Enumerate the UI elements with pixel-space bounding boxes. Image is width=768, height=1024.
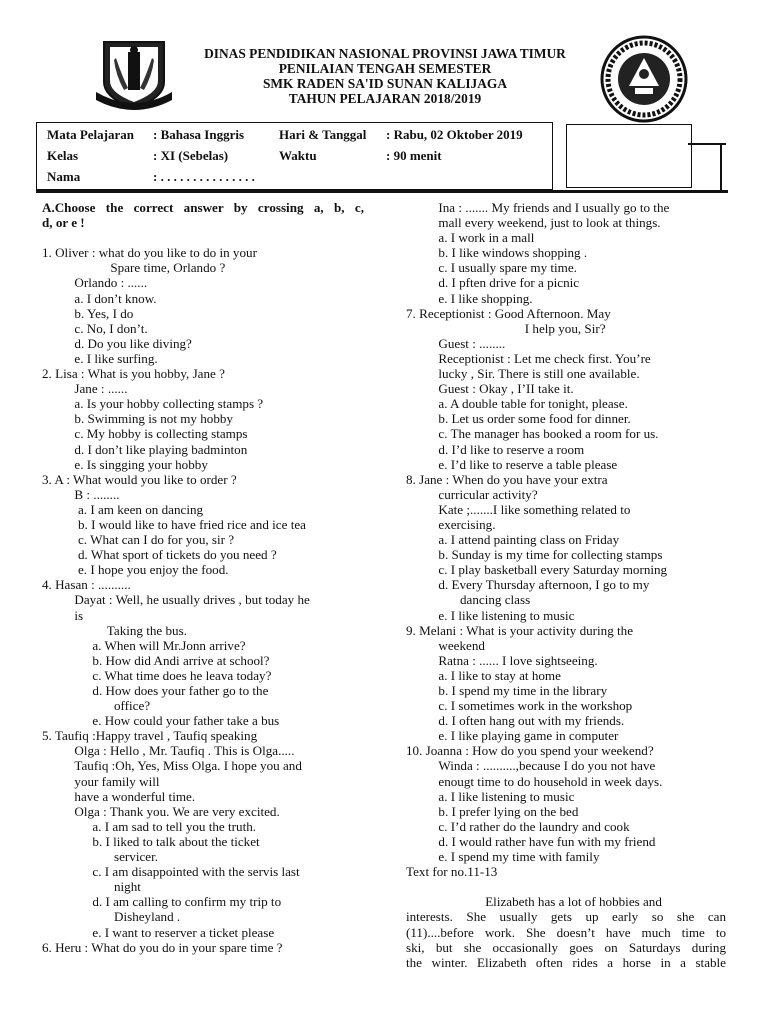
- right-column-line: e. I’d like to reserve a table please: [438, 456, 618, 472]
- info-box-shadow: [36, 190, 728, 193]
- date-label: Hari & Tanggal: [279, 127, 367, 142]
- right-column-line: e. I like shopping.: [438, 290, 533, 306]
- left-column-line: d. I don’t like playing badminton: [74, 441, 248, 457]
- right-column-line: weekend: [438, 637, 485, 653]
- left-column-line: c. My hobby is collecting stamps: [74, 426, 248, 442]
- left-column: [42, 200, 364, 955]
- left-column-line: A.Choose the correct answer by crossing a, b, c,: [42, 200, 364, 215]
- left-column-line: have a wonderful time.: [74, 788, 196, 804]
- right-column-line: 8. Jane : When do you have your extra: [406, 471, 608, 487]
- left-column-line: d. Do you like diving?: [74, 335, 192, 351]
- left-column-line: b. I liked to talk about the ticket: [92, 833, 260, 849]
- right-column-line: ski, but she occasionally goes on Saturdays during: [406, 939, 726, 955]
- right-column-line: Kate ;.......I like something related to: [438, 501, 631, 517]
- right-column-line: the winter. Elizabeth often rides a horse in a stable: [406, 954, 726, 970]
- header-line-3: SMK RADEN SA'ID SUNAN KALIJAGA: [262, 76, 508, 91]
- right-column-line: b. Sunday is my time for collecting stamps: [438, 547, 663, 563]
- right-column-line: d. Every Thursday afternoon, I go to my: [438, 577, 650, 593]
- right-column-line: e. I like listening to music: [438, 607, 575, 623]
- right-column-line: Ratna : ...... I love sightseeing.: [438, 652, 598, 668]
- right-column-line: b. Let us order some food for dinner.: [438, 411, 631, 427]
- class-label: Kelas: [47, 148, 79, 163]
- right-column-line: b. I like windows shopping .: [438, 245, 588, 261]
- left-column-line: Olga : Thank you. We are very excited.: [74, 803, 280, 819]
- date-value: : Rabu, 02 Oktober 2019: [386, 127, 523, 142]
- right-column-line: 7. Receptionist : Good Afternoon. May: [406, 305, 611, 321]
- left-column-line: Olga : Hello , Mr. Taufiq . This is Olga.....: [74, 743, 295, 759]
- left-column-line: 4. Hasan : ..........: [42, 577, 131, 593]
- left-column-line: b. How did Andi arrive at school?: [92, 652, 270, 668]
- left-column-line: Orlando : ......: [74, 275, 148, 291]
- left-column-line: servicer.: [114, 849, 158, 865]
- right-column-line: c. I usually spare my time.: [438, 260, 577, 276]
- right-column-line: Elizabeth has a lot of hobbies and: [485, 894, 662, 910]
- left-column-line: your family will: [74, 773, 160, 789]
- right-column-line: mall every weekend, just to look at things.: [438, 215, 661, 231]
- right-column-line: lucky , Sir. There is still one available.: [438, 366, 640, 382]
- left-column-line: 2. Lisa : What is you hobby, Jane ?: [42, 366, 225, 382]
- time-label: Waktu: [279, 148, 317, 163]
- left-column-line: d, or e !: [42, 215, 85, 231]
- left-column-line: Taufiq :Oh, Yes, Miss Olga. I hope you and: [74, 758, 302, 774]
- left-column-line: a. I am sad to tell you the truth.: [92, 818, 257, 834]
- right-column-line: Guest : ........: [438, 335, 506, 351]
- photo-box-shadow-side: [720, 143, 722, 191]
- left-column-line: d. What sport of tickets do you need ?: [78, 547, 277, 563]
- right-column-line: [406, 879, 726, 894]
- left-column-line: a. I am keen on dancing: [78, 501, 204, 517]
- right-column-line: a. I like to stay at home: [438, 667, 561, 683]
- class-value: : XI (Sebelas): [153, 148, 229, 163]
- left-column-line: Jane : ......: [74, 381, 128, 397]
- left-column-line: 3. A : What would you like to order ?: [42, 471, 237, 487]
- right-column-line: I help you, Sir?: [524, 320, 606, 336]
- header-line-1: DINAS PENDIDIKAN NASIONAL PROVINSI JAWA TIMUR: [204, 46, 566, 61]
- photo-box: [566, 124, 692, 188]
- left-column-line: 5. Taufiq :Happy travel , Taufiq speaking: [42, 728, 258, 744]
- left-column-line: 1. Oliver : what do you like to do in your: [42, 245, 257, 261]
- right-column-line: c. I’d rather do the laundry and cook: [438, 818, 630, 834]
- header-line-4: TAHUN PELAJARAN 2018/2019: [288, 91, 482, 106]
- right-column-line: curricular activity?: [438, 486, 538, 502]
- right-column-line: interests. She usually gets up early so she can: [406, 909, 726, 925]
- left-column-line: night: [114, 879, 141, 895]
- right-column-line: dancing class: [460, 592, 531, 608]
- left-column-line: [42, 230, 364, 245]
- left-column-line: 6. Heru : What do you do in your spare time ?: [42, 939, 283, 955]
- name-value: : . . . . . . . . . . . . . . .: [153, 169, 255, 184]
- right-column-line: c. I play basketball every Saturday morning: [438, 562, 668, 578]
- header-line-2: PENILAIAN TENGAH SEMESTER: [278, 61, 492, 76]
- right-column-line: a. I attend painting class on Friday: [438, 532, 620, 548]
- left-column-line: Taking the bus.: [106, 622, 187, 638]
- right-column-line: b. I spend my time in the library: [438, 683, 608, 698]
- right-column-line: c. I sometimes work in the workshop: [438, 698, 633, 714]
- right-column-line: Ina : ....... My friends and I usually go to the: [438, 200, 670, 215]
- right-column-line: b. I prefer lying on the bed: [438, 803, 579, 819]
- right-column-line: d. I often hang out with my friends.: [438, 713, 625, 729]
- right-column-line: (11)....before work. She doesn’t have much time to: [406, 924, 726, 940]
- left-column-line: c. What time does he leava today?: [92, 667, 272, 683]
- left-column-line: e. I like surfing.: [74, 350, 158, 366]
- left-column-line: b. Yes, I do: [74, 305, 134, 321]
- right-column-line: e. I like playing game in computer: [438, 728, 619, 744]
- left-column-line: c. What can I do for you, sir ?: [78, 532, 235, 548]
- right-column-line: a. I like listening to music: [438, 788, 575, 804]
- right-column-line: enougt time to do household in week days.: [438, 773, 663, 789]
- left-column-line: Spare time, Orlando ?: [110, 260, 226, 276]
- left-column-line: Dayat : Well, he usually drives , but today he: [74, 592, 310, 608]
- right-column-line: e. I spend my time with family: [438, 849, 600, 865]
- left-column-line: office?: [114, 698, 151, 714]
- left-column-line: c. I am disappointed with the servis last: [92, 864, 300, 880]
- left-column-line: a. Is your hobby collecting stamps ?: [74, 396, 264, 412]
- left-column-line: e. I want to reserver a ticket please: [92, 924, 275, 940]
- right-column-line: Receptionist : Let me check first. You’re: [438, 350, 651, 366]
- right-column-line: Text for no.11-13: [406, 864, 498, 880]
- right-column-line: d. I would rather have fun with my friend: [438, 833, 656, 849]
- left-column-line: Disheyland .: [114, 909, 181, 925]
- right-column-line: c. The manager has booked a room for us.: [438, 426, 659, 442]
- left-column-line: d. How does your father go to the: [92, 683, 269, 698]
- time-value: : 90 menit: [386, 148, 442, 163]
- left-column-line: B : ........: [74, 486, 120, 502]
- right-column-line: Winda : ..........,because I do you not have: [438, 758, 656, 774]
- left-column-line: a. I don’t know.: [74, 290, 157, 306]
- left-column-line: b. I would like to have fried rice and ice tea: [78, 516, 306, 532]
- subject-label: Mata Pelajaran: [47, 127, 135, 142]
- right-column-line: 9. Melani : What is your activity during the: [406, 622, 634, 638]
- right-column: [406, 200, 726, 970]
- left-column-line: is: [74, 607, 84, 623]
- left-column-line: c. No, I don’t.: [74, 320, 148, 336]
- left-column-line: a. When will Mr.Jonn arrive?: [92, 637, 246, 653]
- left-column-line: b. Swimming is not my hobby: [74, 411, 233, 427]
- right-column-line: d. I’d like to reserve a room: [438, 441, 585, 457]
- name-label: Nama: [47, 169, 81, 184]
- left-column-line: e. I hope you enjoy the food.: [78, 562, 229, 578]
- left-column-line: e. How could your father take a bus: [92, 713, 280, 729]
- left-column-line: e. Is singging your hobby: [74, 456, 208, 472]
- right-column-line: d. I pften drive for a picnic: [438, 275, 580, 291]
- right-column-line: Guest : Okay , I’II take it.: [438, 381, 574, 397]
- subject-value: : Bahasa Inggris: [153, 127, 245, 142]
- right-column-line: a. I work in a mall: [438, 230, 535, 246]
- right-column-line: 10. Joanna : How do you spend your weekend?: [406, 743, 654, 759]
- right-column-line: a. A double table for tonight, please.: [438, 396, 628, 412]
- left-column-line: d. I am calling to confirm my trip to: [92, 894, 282, 910]
- right-column-line: exercising.: [438, 516, 496, 532]
